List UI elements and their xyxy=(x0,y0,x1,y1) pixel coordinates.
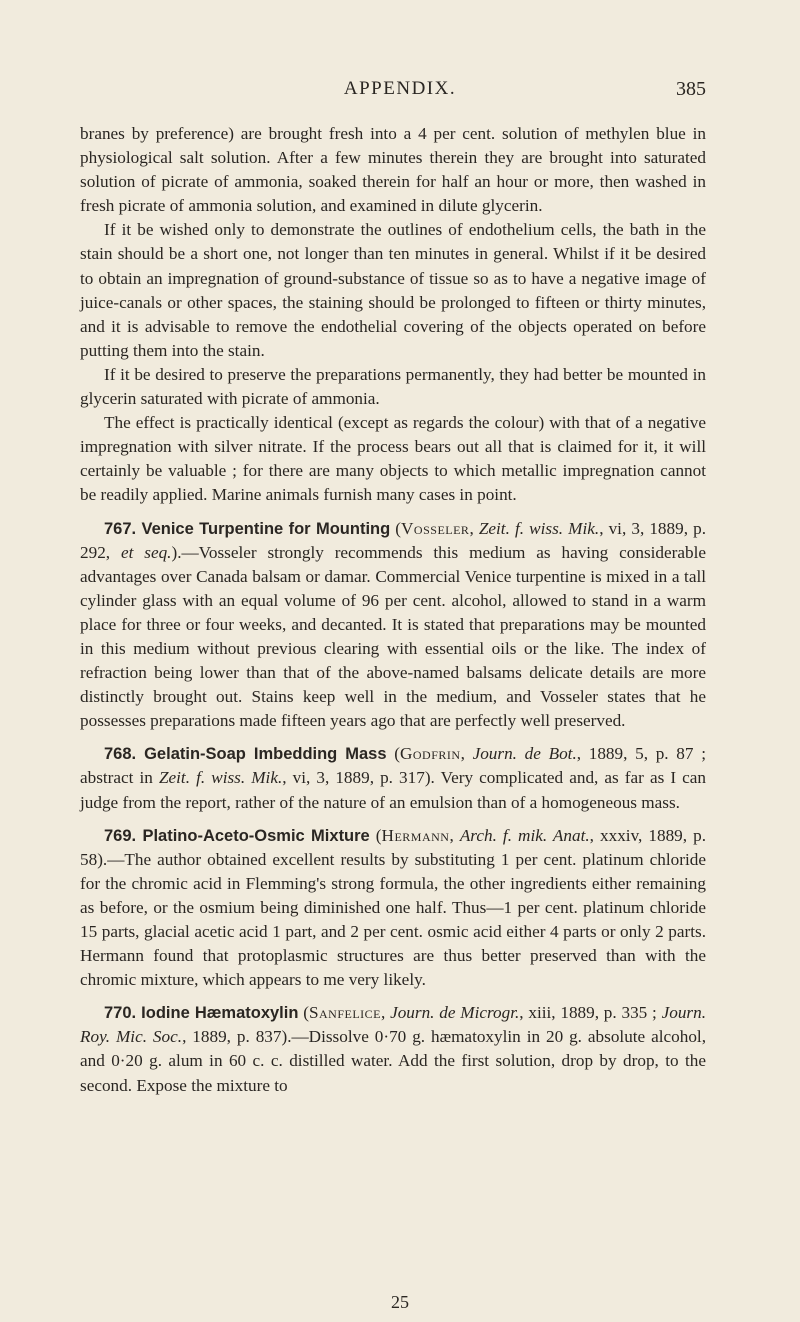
entry-767-body: ).—Vosseler strongly recommends this medium as having considerable advantages over Canada balsam or damar. Commercial Venice turpentine is mixed in a tall cylinder glass with an equal volume of 96 per cent. alcohol, allowed to stand in a warm place for three or four weeks, and decanted. It is stated that preparations may be mounted in this medium without previous clearing with essential oils or the like. The index of refraction being lower than that of the above-named balsams delicate details are more distinctly brought out. Stains keep well in the medium, and Vosseler states that he possesses preparations made fifteen years ago that are perfectly well preserved. xyxy=(80,542,707,731)
entry-767-etseq: et seq. xyxy=(120,542,172,562)
entry-770-journal2: Journ. Roy. Mic. Soc. xyxy=(80,1003,706,1047)
paragraph-preservation: If it be desired to preserve the preparations permanently, they had better be mounted in glycerin saturated with picrate of ammonia. xyxy=(80,364,706,409)
entry-768 xyxy=(80,742,706,814)
entry-768-cite: , 1889, 5, p. 87 ; abstract in xyxy=(80,744,706,788)
entry-770-journal: Journ. de Microgr. xyxy=(390,1003,520,1023)
entry-767-author: Vosseler xyxy=(401,518,470,538)
entry-767-open: ( xyxy=(390,518,402,538)
paragraph-continuation: branes by preference) are brought fresh into a 4 per cent. solution of methylen blue in physiological salt solution. After a few minutes therein they are brought into saturated solution of picrate of ammonia, soaked therein for half an hour or more, then washed in fresh picrate of ammonia solution, and examined in dilute glycerin. xyxy=(80,124,706,216)
paragraph-effect: The effect is practically identical (except as regards the colour) with that of a negative impregnation with silver nitrate. If the process bears out all that is claimed for it, it will certainly be valuable ; for there are many objects to which metallic impregnation cannot be readily applied. Marine animals furnish many cases in point. xyxy=(80,413,706,505)
entry-768-journal: Journ. de Bot. xyxy=(472,744,577,764)
entry-769-journal: Arch. f. mik. Anat. xyxy=(459,825,590,845)
page-number: 385 xyxy=(676,78,706,100)
entry-769-sep: , xyxy=(449,825,460,845)
entry-770-sep: , xyxy=(381,1003,391,1023)
entry-769-open: ( xyxy=(369,825,382,845)
entry-770-author: Sanfelice xyxy=(308,1003,381,1023)
entry-770 xyxy=(80,1001,706,1097)
entry-768-heading: 768. Gelatin-Soap Imbedding Mass xyxy=(104,745,387,764)
entry-768-body: , vi, 3, 1889, p. 317). Very complicated and, as far as I can judge from the report, rather of the nature of an emulsion than of a homogeneous mass. xyxy=(80,768,707,812)
entry-768-sep: , xyxy=(460,744,473,764)
entry-768-journal2: Zeit. f. wiss. Mik. xyxy=(158,768,283,788)
entry-767 xyxy=(80,517,706,734)
entry-770-open: ( xyxy=(298,1003,309,1023)
signature-mark: 25 xyxy=(391,1292,409,1312)
entry-767-cite: , vi, 3, 1889, p. 292, xyxy=(80,518,706,562)
entry-768-open: ( xyxy=(386,744,400,764)
entry-769-heading: 769. Platino-Aceto-Osmic Mixture xyxy=(104,826,370,845)
entry-768-author: Godfrin xyxy=(399,744,461,764)
entry-769 xyxy=(80,824,706,993)
entry-767-heading: 767. Venice Turpentine for Mounting xyxy=(104,519,391,538)
entry-769-author: Hermann xyxy=(381,825,450,845)
entry-769-body: , xxxiv, 1889, p. 58).—The author obtained excellent results by substituting 1 per cent. platinum chloride for the chromic acid in Flemming's strong formula, the other ingredients either remaining as before, or the osmium being diminished one half. Thus—1 per cent. platinum chloride 15 parts, glacial acetic acid 1 part, and 2 per cent. osmic acid either 4 parts or only 2 parts. Hermann found that protoplasmic structures are thus better preserved than with the chromic mixture, which appears to me very likely. xyxy=(80,825,707,990)
entry-770-heading: 770. Iodine Hæmatoxylin xyxy=(104,1004,299,1023)
entry-770-body: , 1889, p. 837).—Dissolve 0·70 g. hæmatoxylin in 20 g. absolute alcohol, and 0·20 g. alum in 60 c. c. distilled water. Add the first solution, drop by drop, to the second. Expose the mixture to xyxy=(80,1027,706,1095)
running-title: APPENDIX. xyxy=(343,78,457,99)
entry-767-journal: Zeit. f. wiss. Mik. xyxy=(478,518,600,538)
body-text xyxy=(80,122,706,1098)
entry-767-sep: , xyxy=(469,518,479,538)
paragraph-endothelium: If it be wished only to demonstrate the outlines of endothelium cells, the bath in the stain should be a short one, not longer than ten minutes in general. Whilst if it be desired to obtain an impregnation of ground-substance of tissue so as to have a negative image of juice-canals or other spaces, the staining should be prolonged to fifteen or thirty minutes, and it is advisable to remove the endothelial covering of the objects operated on before putting them into the stain. xyxy=(80,220,706,360)
running-head xyxy=(0,78,800,106)
entry-770-cite: , xiii, 1889, p. 335 ; xyxy=(519,1003,662,1023)
